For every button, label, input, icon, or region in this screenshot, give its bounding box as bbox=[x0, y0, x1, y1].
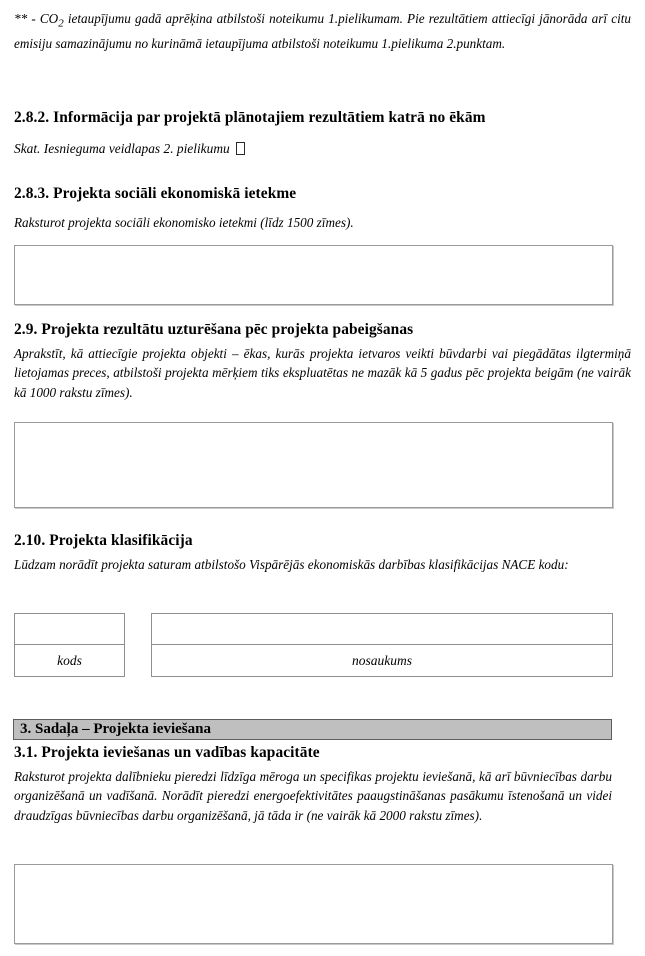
instruction-2-8-3: Raksturot projekta sociāli ekonomisko ietekmi (līdz 1500 zīmes). bbox=[14, 215, 354, 230]
nace-name-label-cell bbox=[152, 645, 612, 676]
heading-2-9: 2.9. Projekta rezultātu uzturēšana pēc projekta pabeigšanas bbox=[14, 321, 414, 338]
answer-box-3-1[interactable] bbox=[14, 864, 613, 944]
co2-footnote-prefix: ** - CO bbox=[14, 11, 59, 26]
section-band-3-title: 3. Sadaļa – Projekta ieviešana bbox=[20, 721, 211, 737]
heading-2-8-3: 2.8.3. Projekta sociāli ekonomiskā ietekme bbox=[14, 185, 297, 202]
section-2-8-2 bbox=[14, 108, 631, 158]
nace-code-table bbox=[14, 613, 613, 677]
instruction-3-1: Raksturot projekta dalībnieku pieredzi līdzīga mēroga un specifikas projektu ieviešanā, kā arī būvniecības darbu organizēšanā un vadīšanā. Norādīt pieredzi energoefektivitātes paaugstināšanas pasākumu īstenošanā un videi draudzīgas būvniecības darbu organizēšanā, jā tāda ir (ne vairāk kā 2000 rakstu zīmes). bbox=[14, 769, 612, 823]
missing-glyph-box-icon bbox=[236, 142, 245, 155]
co2-footnote bbox=[14, 0, 631, 54]
nace-code-label: kods bbox=[57, 652, 82, 668]
answer-box-2-8-3[interactable] bbox=[14, 245, 613, 305]
section-2-8-3 bbox=[14, 184, 631, 232]
section-3-1 bbox=[14, 743, 631, 825]
nace-code-label-cell bbox=[15, 645, 124, 676]
heading-2-10: 2.10. Projekta klasifikācija bbox=[14, 532, 193, 549]
nace-code-input[interactable] bbox=[15, 614, 124, 645]
nace-name-column bbox=[151, 613, 613, 677]
co2-footnote-rest: ietaupījumu gadā aprēķina atbilstoši noteikumu 1.pielikumam. Pie rezultātiem attiecīgi jānorāda arī citu emisiju samazinājumu no kurināmā ietaupījuma atbilstoši noteikumu 1.pielikuma 2.punktam. bbox=[14, 11, 631, 52]
note-2-8-2-text: Skat. Iesnieguma veidlapas 2. pielikumu bbox=[14, 141, 230, 156]
nace-name-label: nosaukums bbox=[352, 652, 412, 668]
nace-name-input[interactable] bbox=[152, 614, 612, 645]
note-2-8-2 bbox=[14, 128, 631, 158]
nace-code-column bbox=[14, 613, 125, 677]
section-band-3 bbox=[13, 719, 612, 740]
co2-subscript: 2 bbox=[58, 17, 64, 30]
answer-box-2-9[interactable] bbox=[14, 422, 613, 508]
heading-3-1: 3.1. Projekta ieviešanas un vadības kapacitāte bbox=[14, 744, 320, 761]
heading-2-8-2: 2.8.2. Informācija par projektā plānotajiem rezultātiem katrā no ēkām bbox=[14, 109, 486, 126]
instruction-2-10: Lūdzam norādīt projekta saturam atbilstošo Vispārējās ekonomiskās darbības klasifikācijas NACE kodu: bbox=[14, 557, 569, 572]
section-2-10 bbox=[14, 531, 631, 574]
instruction-2-9: Aprakstīt, kā attiecīgie projekta objekti – ēkas, kurās projekta ietvaros veikti būvdarbi vai piegādātas ilgtermiņā lietojamas preces, atbilstoši projekta mērķiem tiks ekspluatētas ne mazāk kā 5 gadus pēc projekta beigām (ne vairāk kā 1000 rakstu zīmes). bbox=[14, 346, 631, 400]
section-2-9 bbox=[14, 320, 631, 402]
